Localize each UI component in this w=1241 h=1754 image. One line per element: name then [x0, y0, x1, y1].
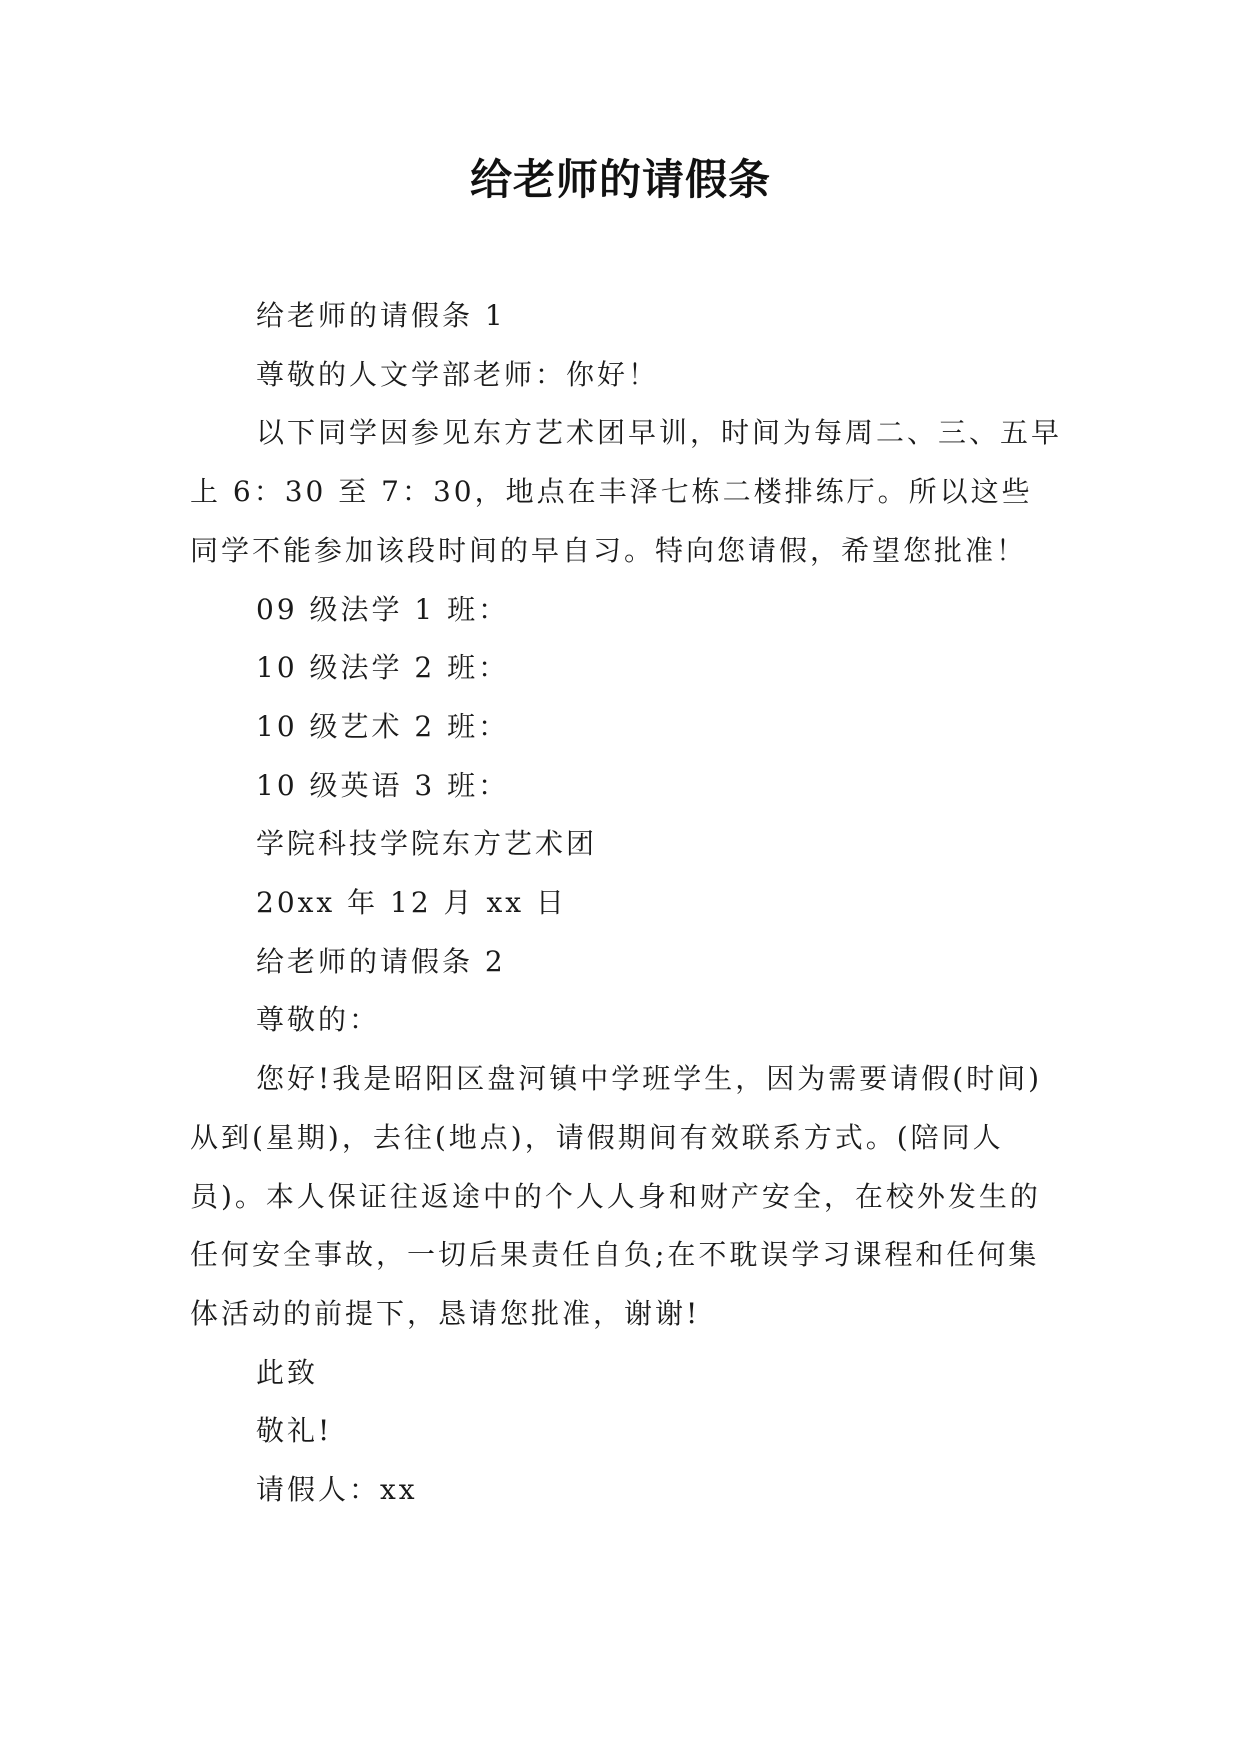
signature-organization: 学院科技学院东方艺术团 — [256, 827, 598, 861]
body-paragraph-2: 您好!我是昭阳区盘河镇中学班学生，因为需要请假(时间)从到(星期)，去往(地点)，请假期间有效联系方式。(陪同人员)。本人保证往返途中的个人人身和财产安全，在校外发生的任何安全事故，一切后果责任自负;在不耽误学习课程和任何集体活动的前提下，恳请您批准，谢谢! — [190, 1062, 1043, 1330]
closing-line: 此致 — [256, 1355, 319, 1389]
class-list-item: 09 级法学 1 班： — [256, 592, 510, 626]
document-body — [190, 287, 1062, 1520]
salutation-2: 尊敬的： — [256, 1003, 381, 1037]
requester-line: 请假人：xx — [256, 1473, 418, 1507]
closing-regards: 敬礼! — [256, 1414, 333, 1448]
section-heading-2: 给老师的请假条 2 — [256, 944, 506, 978]
section-heading-1: 给老师的请假条 1 — [256, 299, 506, 332]
class-list-item: 10 级法学 2 班： — [256, 651, 510, 685]
salutation-1: 尊敬的人文学部老师：你好！ — [256, 357, 660, 391]
class-list-item: 10 级艺术 2 班： — [256, 709, 510, 743]
class-list-item: 10 级英语 3 班： — [256, 768, 510, 802]
document-title: 给老师的请假条 — [469, 155, 771, 204]
body-paragraph-1: 以下同学因参见东方艺术团早训，时间为每周二、三、五早上 6：30 至 7：30，地点在丰泽七栋二楼排练厅。所以这些同学不能参加该段时间的早自习。特向您请假，希望您批准！ — [190, 416, 1063, 567]
signature-date: 20xx 年 12 月 xx 日 — [256, 886, 567, 920]
